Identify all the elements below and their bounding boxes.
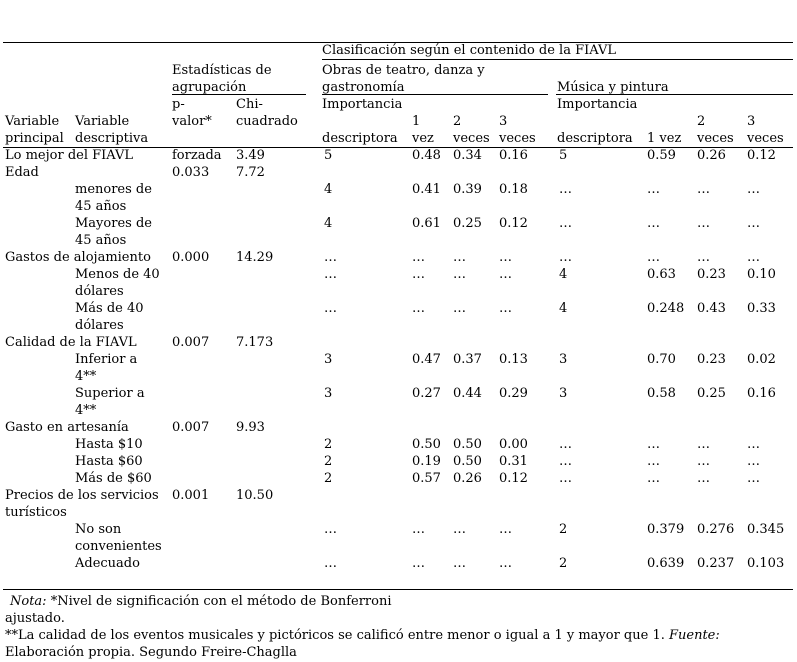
musica-1vez-cell: 0.59 <box>647 148 676 163</box>
obras-1vez-cell: 0.48 <box>412 148 441 163</box>
musica-2veces-cell: 0.276 <box>697 522 735 537</box>
col-var-principal-line2: principal <box>5 131 64 146</box>
chi-cuadrado-cell: 14.29 <box>236 250 274 265</box>
obras-1vez-cell: 0.57 <box>412 471 441 486</box>
obras-1vez-cell: 0.50 <box>412 437 441 452</box>
obras-1vez-cell: … <box>412 556 425 571</box>
footnote-nota <box>10 593 392 610</box>
descriptora-musica-cell: 4 <box>559 267 568 282</box>
musica-1vez-cell: … <box>647 437 660 452</box>
musica-1vez-cell: 0.248 <box>647 301 685 316</box>
chi-cuadrado-cell: 7.72 <box>236 165 265 180</box>
chi-cuadrado-cell: 10.50 <box>236 488 274 503</box>
obras-3veces-cell: … <box>499 250 512 265</box>
descriptora-obras-cell: 3 <box>324 352 333 367</box>
col-p-line1: p- <box>172 97 185 112</box>
obras-3veces-cell: 0.12 <box>499 216 528 231</box>
obras-2veces-cell: 0.37 <box>453 352 482 367</box>
descriptora-musica-cell: … <box>559 471 572 486</box>
musica-2veces-cell: … <box>697 437 710 452</box>
obras-2veces-cell: … <box>453 522 466 537</box>
descriptora-obras-cell: … <box>324 250 337 265</box>
obras-3veces-cell: … <box>499 301 512 316</box>
variable-descriptiva-cell: Más de 40 <box>75 301 144 316</box>
obras-1vez-cell: 0.19 <box>412 454 441 469</box>
musica-2veces-cell: … <box>697 250 710 265</box>
variable-descriptiva-cell: menores de <box>75 182 152 197</box>
variable-descriptiva-cell: Hasta $10 <box>75 437 143 452</box>
obras-2veces-cell: 0.50 <box>453 454 482 469</box>
fuente-label: Fuente: <box>668 628 720 643</box>
col-1vez-obras-line1: 1 <box>412 114 421 129</box>
p-valor-cell: 0.033 <box>172 165 210 180</box>
obras-2veces-cell: … <box>453 556 466 571</box>
col-3veces-musica-line1: 3 <box>747 114 756 129</box>
variable-principal-cell-cont: turísticos <box>5 505 67 520</box>
musica-1vez-cell: 0.70 <box>647 352 676 367</box>
musica-1vez-cell: … <box>647 471 660 486</box>
musica-1vez-cell: 0.58 <box>647 386 676 401</box>
descriptora-obras-cell: 4 <box>324 216 333 231</box>
obras-3veces-cell: … <box>499 522 512 537</box>
nota-text: *Nivel de significación con el método de Bonferroni <box>46 594 392 609</box>
col-chi-line2: cuadrado <box>236 114 298 129</box>
descriptora-obras-cell: 2 <box>324 454 333 469</box>
footnote-fuente: Elaboración propia. Segundo Freire-Chaglla <box>5 645 297 660</box>
col-1vez-obras-line2: vez <box>412 131 434 146</box>
obras-3veces-cell: 0.13 <box>499 352 528 367</box>
musica-2veces-cell: 0.43 <box>697 301 726 316</box>
descriptora-obras-cell: 4 <box>324 182 333 197</box>
descriptora-obras-cell: … <box>324 522 337 537</box>
obras-2veces-cell: 0.50 <box>453 437 482 452</box>
musica-2veces-cell: 0.237 <box>697 556 735 571</box>
musica-3veces-cell: 0.02 <box>747 352 776 367</box>
subheader-obras-line2: gastronomía <box>322 80 405 95</box>
obras-3veces-cell: 0.12 <box>499 471 528 486</box>
musica-1vez-cell: 0.379 <box>647 522 685 537</box>
variable-descriptiva-cell-cont: dólares <box>75 284 124 299</box>
variable-principal-cell: Edad <box>5 165 39 180</box>
descriptora-obras-cell: 3 <box>324 386 333 401</box>
variable-descriptiva-cell-cont: convenientes <box>75 539 162 554</box>
variable-descriptiva-cell: Superior a <box>75 386 145 401</box>
obras-3veces-cell: … <box>499 267 512 282</box>
nota-label: Nota: <box>10 594 47 609</box>
descriptora-musica-cell: 3 <box>559 386 568 401</box>
musica-3veces-cell: … <box>747 454 760 469</box>
p-valor-cell: forzada <box>172 148 222 163</box>
obras-2veces-cell: … <box>453 301 466 316</box>
obras-3veces-cell: 0.31 <box>499 454 528 469</box>
chi-cuadrado-cell: 3.49 <box>236 148 265 163</box>
musica-3veces-cell: … <box>747 250 760 265</box>
obras-3veces-cell: … <box>499 556 512 571</box>
descriptora-musica-cell: 2 <box>559 522 568 537</box>
col-var-principal-line1: Variable <box>5 114 60 129</box>
p-valor-cell: 0.007 <box>172 420 210 435</box>
musica-1vez-cell: … <box>647 182 660 197</box>
group-underline <box>322 59 793 60</box>
obras-2veces-cell: … <box>453 267 466 282</box>
musica-1vez-cell: … <box>647 216 660 231</box>
musica-3veces-cell: … <box>747 216 760 231</box>
musica-2veces-cell: 0.23 <box>697 267 726 282</box>
obras-1vez-cell: … <box>412 267 425 282</box>
obras-2veces-cell: 0.25 <box>453 216 482 231</box>
obras-1vez-cell: 0.27 <box>412 386 441 401</box>
musica-3veces-cell: 0.16 <box>747 386 776 401</box>
descriptora-obras-cell: … <box>324 556 337 571</box>
musica-3veces-cell: … <box>747 471 760 486</box>
variable-descriptiva-cell: Menos de 40 <box>75 267 160 282</box>
col-2veces-musica-line2: veces <box>697 131 734 146</box>
variable-principal-cell: Precios de los servicios <box>5 488 159 503</box>
musica-3veces-cell: 0.12 <box>747 148 776 163</box>
stats-title-line2: agrupación <box>172 80 247 95</box>
musica-2veces-cell: … <box>697 471 710 486</box>
variable-descriptiva-cell: Adecuado <box>75 556 140 571</box>
variable-descriptiva-cell: Hasta $60 <box>75 454 143 469</box>
variable-descriptiva-cell: No son <box>75 522 122 537</box>
musica-2veces-cell: 0.25 <box>697 386 726 401</box>
descriptora-obras-cell: … <box>324 301 337 316</box>
descriptora-obras-cell: … <box>324 267 337 282</box>
footnote-nota-cont: ajustado. <box>5 611 65 626</box>
obras-3veces-cell: 0.29 <box>499 386 528 401</box>
variable-descriptiva-cell-cont: 4** <box>75 369 97 384</box>
obras-2veces-cell: … <box>453 250 466 265</box>
musica-3veces-cell: 0.10 <box>747 267 776 282</box>
variable-descriptiva-cell-cont: 45 años <box>75 199 127 214</box>
descriptora-musica-cell: 5 <box>559 148 568 163</box>
stats-title-line1: Estadísticas de <box>172 63 272 78</box>
obras-1vez-cell: … <box>412 301 425 316</box>
obras-2veces-cell: 0.44 <box>453 386 482 401</box>
variable-descriptiva-cell-cont: 45 años <box>75 233 127 248</box>
musica-2veces-cell: 0.26 <box>697 148 726 163</box>
note2-text: **La calidad de los eventos musicales y pictóricos se calificó entre menor o igual a 1 y mayor que 1. <box>5 628 669 643</box>
group-title: Clasificación según el contenido de la FIAVL <box>322 43 617 58</box>
col-p-line2: valor* <box>172 114 212 129</box>
obras-2veces-cell: 0.34 <box>453 148 482 163</box>
col-1vez-musica: 1 vez <box>647 131 682 146</box>
col-var-desc-line2: descriptiva <box>75 131 149 146</box>
variable-descriptiva-cell-cont: 4** <box>75 403 97 418</box>
musica-1vez-cell: 0.63 <box>647 267 676 282</box>
obras-2veces-cell: 0.26 <box>453 471 482 486</box>
obras-1vez-cell: 0.61 <box>412 216 441 231</box>
musica-2veces-cell: 0.23 <box>697 352 726 367</box>
musica-3veces-cell: … <box>747 437 760 452</box>
descriptora-musica-cell: 3 <box>559 352 568 367</box>
chi-cuadrado-cell: 7.173 <box>236 335 274 350</box>
p-valor-cell: 0.001 <box>172 488 210 503</box>
importancia-obras: Importancia <box>322 97 403 112</box>
descriptora-musica-cell: … <box>559 216 572 231</box>
musica-1vez-cell: … <box>647 454 660 469</box>
obras-3veces-cell: 0.00 <box>499 437 528 452</box>
obras-2veces-cell: 0.39 <box>453 182 482 197</box>
musica-2veces-cell: … <box>697 216 710 231</box>
col-descriptora-obras: descriptora <box>322 131 398 146</box>
subheader-obras-line1: Obras de teatro, danza y <box>322 63 485 78</box>
col-2veces-musica-line1: 2 <box>697 114 706 129</box>
descriptora-musica-cell: … <box>559 437 572 452</box>
table-bottom-rule <box>3 589 793 590</box>
obras-1vez-cell: … <box>412 522 425 537</box>
col-3veces-obras-line1: 3 <box>499 114 508 129</box>
chi-cuadrado-cell: 9.93 <box>236 420 265 435</box>
col-var-desc-line1: Variable <box>75 114 130 129</box>
col-3veces-musica-line2: veces <box>747 131 784 146</box>
variable-descriptiva-cell: Mayores de <box>75 216 152 231</box>
variable-principal-cell: Gasto en artesanía <box>5 420 129 435</box>
descriptora-obras-cell: 5 <box>324 148 333 163</box>
col-chi-line1: Chi- <box>236 97 263 112</box>
variable-principal-cell: Calidad de la FIAVL <box>5 335 137 350</box>
descriptora-musica-cell: 2 <box>559 556 568 571</box>
importancia-musica: Importancia <box>557 97 638 112</box>
musica-1vez-cell: … <box>647 250 660 265</box>
obras-1vez-cell: 0.41 <box>412 182 441 197</box>
descriptora-obras-cell: 2 <box>324 471 333 486</box>
descriptora-musica-cell: … <box>559 454 572 469</box>
col-3veces-obras-line2: veces <box>499 131 536 146</box>
descriptora-obras-cell: 2 <box>324 437 333 452</box>
descriptora-musica-cell: … <box>559 250 572 265</box>
obras-3veces-cell: 0.16 <box>499 148 528 163</box>
obras-1vez-cell: … <box>412 250 425 265</box>
musica-3veces-cell: 0.345 <box>747 522 785 537</box>
variable-principal-cell: Lo mejor del FIAVL <box>5 148 134 163</box>
p-valor-cell: 0.007 <box>172 335 210 350</box>
variable-principal-cell: Gastos de alojamiento <box>5 250 151 265</box>
variable-descriptiva-cell: Más de $60 <box>75 471 152 486</box>
musica-3veces-cell: 0.33 <box>747 301 776 316</box>
col-2veces-obras-line2: veces <box>453 131 490 146</box>
musica-2veces-cell: … <box>697 454 710 469</box>
variable-descriptiva-cell: Inferior a <box>75 352 138 367</box>
obras-1vez-cell: 0.47 <box>412 352 441 367</box>
musica-3veces-cell: … <box>747 182 760 197</box>
obras-3veces-cell: 0.18 <box>499 182 528 197</box>
musica-1vez-cell: 0.639 <box>647 556 685 571</box>
variable-descriptiva-cell-cont: dólares <box>75 318 124 333</box>
col-2veces-obras-line1: 2 <box>453 114 462 129</box>
p-valor-cell: 0.000 <box>172 250 210 265</box>
footnote-calidad <box>5 627 720 644</box>
descriptora-musica-cell: 4 <box>559 301 568 316</box>
col-descriptora-musica: descriptora <box>557 131 633 146</box>
descriptora-musica-cell: … <box>559 182 572 197</box>
musica-3veces-cell: 0.103 <box>747 556 785 571</box>
musica-2veces-cell: … <box>697 182 710 197</box>
subheader-musica: Música y pintura <box>557 80 669 95</box>
